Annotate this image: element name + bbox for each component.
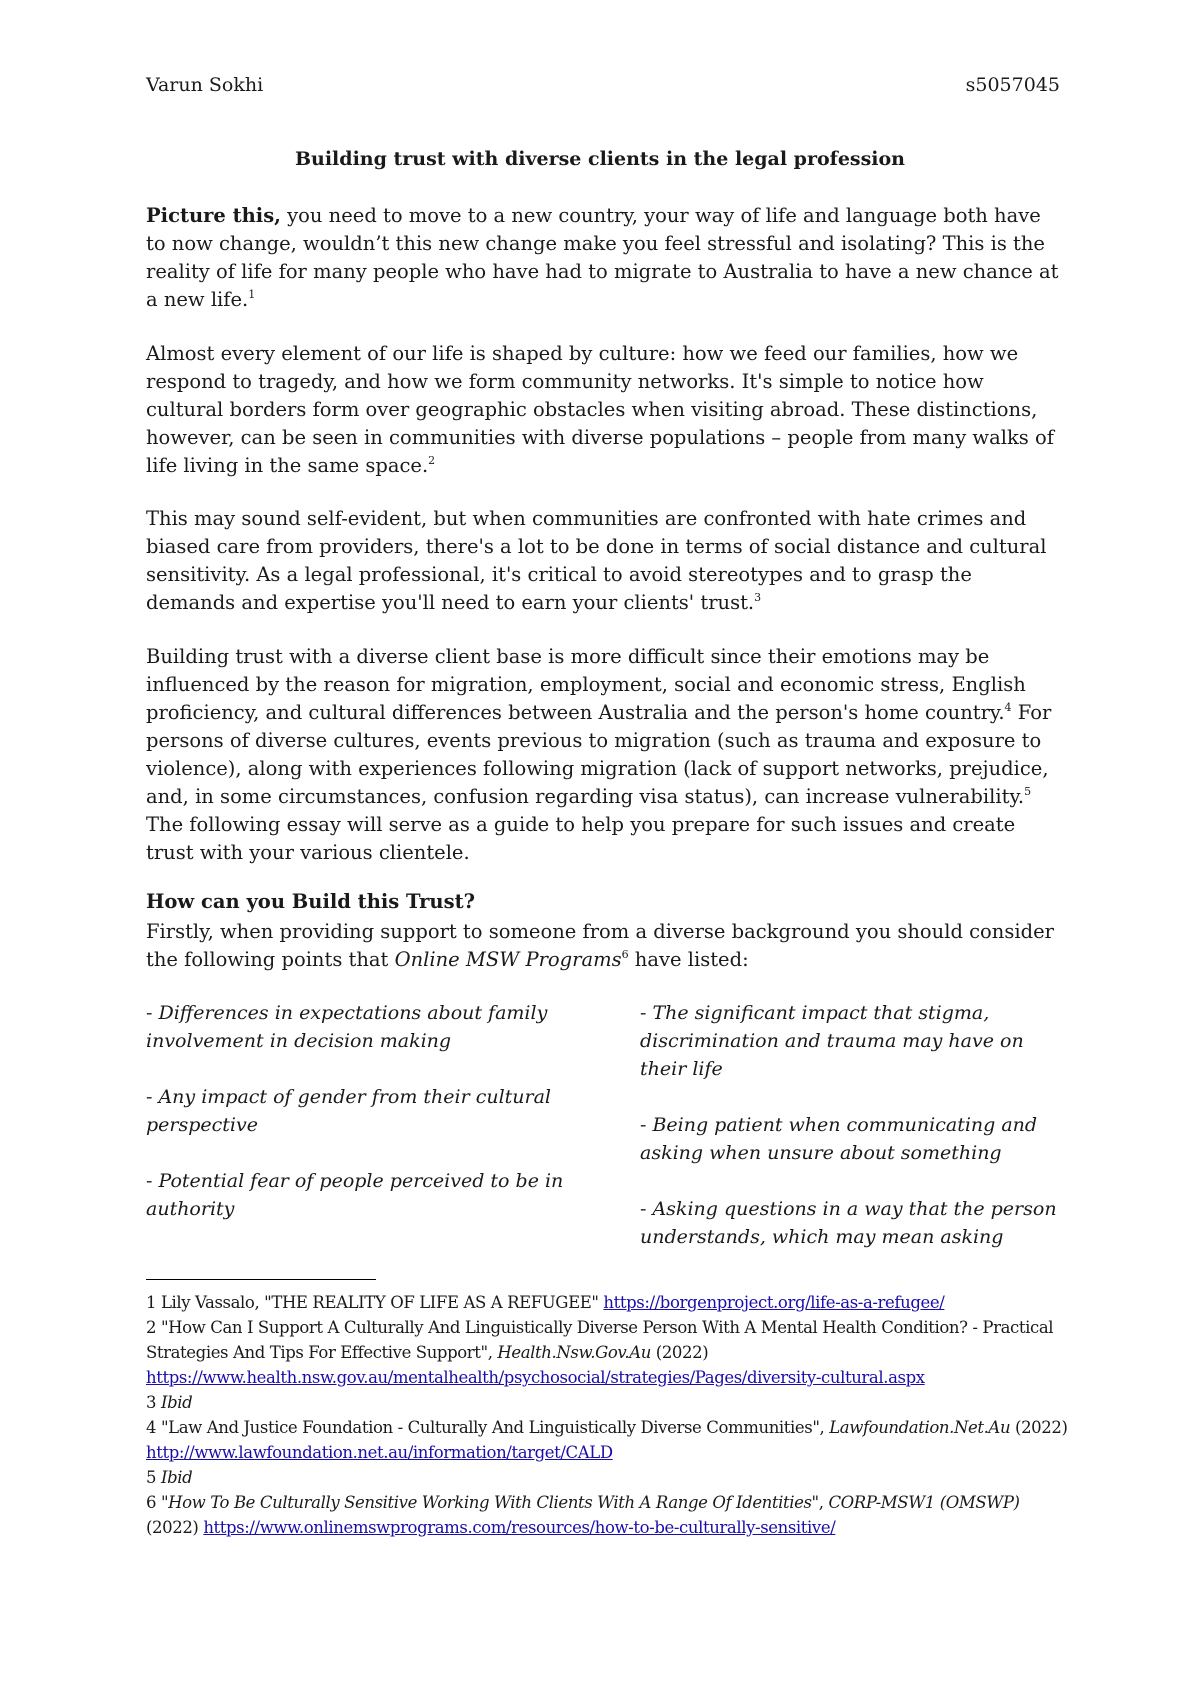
footnote-3 <box>146 1390 1076 1415</box>
footnote-number: 2 <box>146 1318 157 1337</box>
footnote-year: (2022) <box>146 1518 204 1537</box>
footnote-text: Lily Vassalo, "THE REALITY OF LIFE AS A REFUGEE" <box>156 1293 604 1312</box>
footnote-text: Ibid <box>160 1468 193 1487</box>
list-item: - Asking questions in a way that the person understands, which may mean asking <box>640 1198 1057 1248</box>
footnote-ref-1[interactable]: 1 <box>248 288 256 301</box>
footnote-year: (2022) <box>1010 1418 1068 1437</box>
footnote-divider <box>146 1279 376 1280</box>
footnote-number: 5 <box>146 1468 157 1487</box>
page-header <box>146 74 1060 96</box>
footnote-ref-4[interactable]: 4 <box>1004 701 1012 714</box>
footnote-text: "Law And Justice Foundation - Culturally And Linguistically Diverse Communities", <box>156 1418 830 1437</box>
points-left-column <box>146 999 576 1251</box>
footnote-6 <box>146 1490 1076 1540</box>
footnote-number: 6 <box>146 1493 157 1512</box>
footnote-year: (2022) <box>650 1343 709 1362</box>
footnote-number: 1 <box>146 1293 157 1312</box>
footnote-link[interactable]: https://borgenproject.org/life-as-a-refugee/ <box>603 1293 945 1312</box>
footnote-title: "How To Be Culturally Sensitive Working With Clients With A Range Of Identities" <box>156 1493 819 1512</box>
paragraph-2 <box>146 340 1062 480</box>
author-name: Varun Sokhi <box>146 74 264 96</box>
footnote-link[interactable]: http://www.lawfoundation.net.au/information/target/CALD <box>146 1443 613 1462</box>
footnote-source: Lawfoundation.Net.Au <box>829 1418 1011 1437</box>
footnote-ref-3[interactable]: 3 <box>754 591 762 604</box>
paragraph-text: The following essay will serve as a guide to help you prepare for such issues and create trust with your various clientele. <box>146 813 1016 864</box>
points-right-column <box>640 999 1070 1279</box>
list-item: - Being patient when communicating and asking when unsure about something <box>640 1114 1038 1164</box>
footnote-number: 3 <box>146 1393 157 1412</box>
footnote-number: 4 <box>146 1418 157 1437</box>
intro-text: have listed: <box>628 948 749 971</box>
paragraph-text: you need to move to a new country, your way of life and language both have to now change, wouldn’t this new change make you feel stressful and isolating? This is the reality of life for many people who have had to migrate to Australia to have a new chance at a new life. <box>146 204 1059 311</box>
intro-source: Online MSW Programs <box>394 948 622 971</box>
list-item: - Any impact of gender from their cultural perspective <box>146 1086 552 1136</box>
paragraph-text: This may sound self-evident, but when communities are confronted with hate crimes and biased care from providers, there's a lot to be done in terms of social distance and cultural sensitivity. As a legal professional, it's critical to avoid stereotypes and to grasp the demands and expertise you'll need to earn your clients' trust. <box>146 507 1047 614</box>
intro-text: Firstly, when providing support to someone from a diverse background you should consider the following points that <box>146 920 1054 971</box>
footnote-link[interactable]: https://www.health.nsw.gov.au/mentalhealth/psychosocial/strategies/Pages/diversity-cultural.aspx <box>146 1368 925 1387</box>
footnotes <box>146 1290 1076 1540</box>
paragraph-1 <box>146 202 1062 314</box>
list-item: - Differences in expectations about family involvement in decision making <box>146 1002 548 1052</box>
student-id: s5057045 <box>965 74 1060 96</box>
footnote-text: Ibid <box>160 1393 193 1412</box>
paragraph-3 <box>146 505 1062 617</box>
list-item: - The significant impact that stigma, discrimination and trauma may have on their life <box>640 1002 1024 1080</box>
paragraph-text: Building trust with a diverse client base is more difficult since their emotions may be influenced by the reason for migration, employment, social and economic stress, English proficiency, and cultural differences between Australia and the person's home country. <box>146 645 1026 724</box>
footnote-ref-2[interactable]: 2 <box>428 454 436 467</box>
footnote-1 <box>146 1290 1076 1315</box>
footnote-source: Health.Nsw.Gov.Au <box>497 1343 651 1362</box>
footnote-4 <box>146 1415 1076 1465</box>
list-item: - Potential fear of people perceived to be in authority <box>146 1170 564 1220</box>
footnote-ref-5[interactable]: 5 <box>1024 785 1032 798</box>
paragraph-text: For persons of diverse cultures, events previous to migration (such as trauma and exposure to violence), along with experiences following migration (lack of support networks, prejudice, and, in some circumstances, confusion regarding visa status), can increase vulnerability. <box>146 701 1052 808</box>
footnote-separator: , <box>818 1493 829 1512</box>
footnote-ref-6[interactable]: 6 <box>621 948 629 961</box>
footnote-link[interactable]: https://www.onlinemswprograms.com/resources/how-to-be-culturally-sensitive/ <box>203 1518 836 1537</box>
footnote-text: "How Can I Support A Culturally And Linguistically Diverse Person With A Mental Health Condition? - Practical Strategies And Tips For Effective Support", <box>146 1318 1054 1362</box>
document-title: Building trust with diverse clients in the legal profession <box>294 148 906 170</box>
section-intro <box>146 918 1062 974</box>
paragraph-4 <box>146 643 1062 867</box>
section-heading: How can you Build this Trust? <box>146 890 475 913</box>
paragraph-text: Almost every element of our life is shaped by culture: how we feed our families, how we respond to tragedy, and how we form community networks. It's simple to notice how cultural borders form over geographic obstacles when visiting abroad. These distinctions, however, can be seen in communities with diverse populations – people from many walks of life living in the same space. <box>146 342 1054 477</box>
footnote-5 <box>146 1465 1076 1490</box>
footnote-2 <box>146 1315 1076 1390</box>
paragraph-lead: Picture this, <box>146 204 281 227</box>
footnote-source: CORP-MSW1 (OMSWP) <box>828 1493 1020 1512</box>
